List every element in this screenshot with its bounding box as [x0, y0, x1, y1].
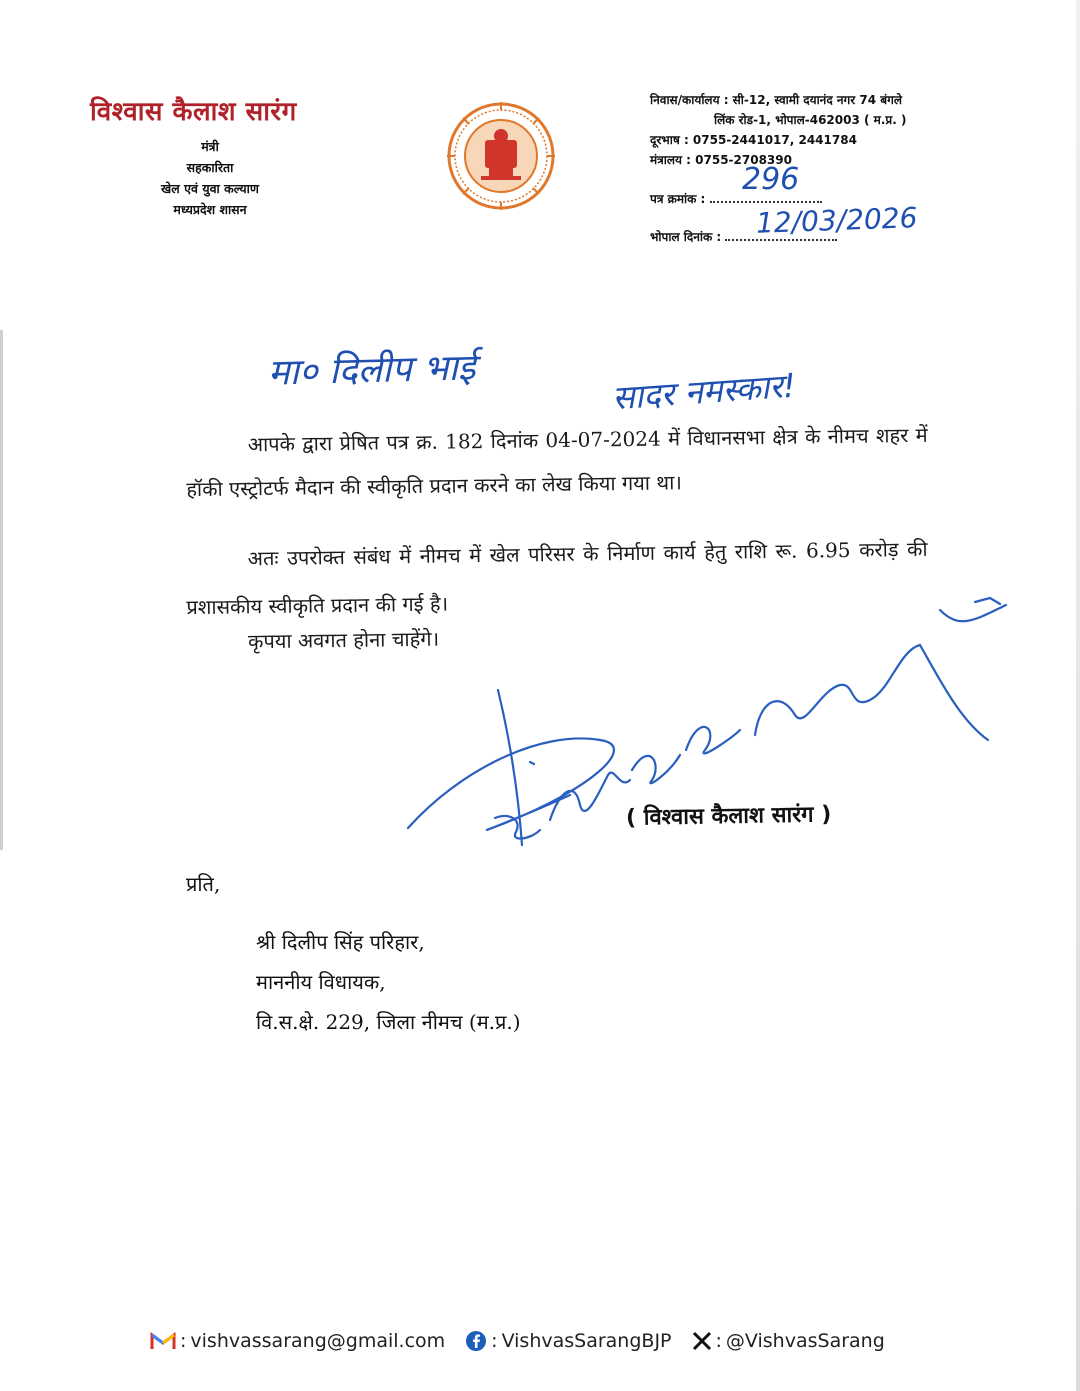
- page-edge-right: [1076, 0, 1080, 1391]
- signatory-name: ( विश्वास कैलाश सारंग ): [625, 802, 832, 831]
- recipient-line: श्री दिलीप सिंह परिहार,: [256, 930, 425, 954]
- facebook-icon: [465, 1330, 487, 1352]
- footer-facebook: : VishvasSarangBJP: [465, 1330, 671, 1352]
- sender-name: विश्वास कैलाश सारंग: [90, 97, 297, 127]
- designation-line: मंत्री: [201, 139, 219, 154]
- address-line: लिंक रोड-1, भोपाल-462003 ( म.प्र. ): [714, 113, 907, 127]
- recipient-address: [256, 922, 521, 1042]
- email-text: vishvassarang@gmail.com: [190, 1330, 446, 1352]
- recipient-heading: प्रति,: [186, 872, 221, 896]
- phone-line: दूरभाष : 0755-2441017, 2441784: [650, 133, 857, 147]
- handwritten-salutation: मा० दिलीप भाई: [267, 347, 476, 394]
- date-label: भोपाल दिनांक :: [650, 230, 722, 244]
- date-value: 12/03/2026: [755, 201, 918, 240]
- body-paragraph: अतः उपरोक्त संबंध में नीमच में खेल परिसर के निर्माण कार्य हेतु राशि रू. 6.95 करोड़ की प्रशासकीय स्वीकृति प्रदान की गई है।: [186, 536, 928, 620]
- designation-line: मध्यप्रदेश शासन: [173, 202, 247, 217]
- footer-email: : vishvassarang@gmail.com: [150, 1330, 445, 1352]
- recipient-line: वि.स.क्षे. 229, जिला नीमच (म.प्र.): [256, 1010, 521, 1034]
- body-paragraph: आपके द्वारा प्रेषित पत्र क्र. 182 दिनांक 04-07-2024 में विधानसभा क्षेत्र के नीमच शहर में हॉकी एस्ट्रोटर्फ मैदान की स्वीकृति प्रदान करने का लेख किया गया था।: [186, 422, 928, 502]
- sender-designation: [140, 136, 280, 220]
- footer-contacts: [150, 1330, 905, 1352]
- designation-line: खेल एवं युवा कल्याण: [161, 181, 259, 196]
- recipient-line: माननीय विधायक,: [256, 970, 386, 994]
- handwritten-greeting: सादर नमस्कार!: [610, 365, 798, 418]
- x-text: @VishvasSarang: [725, 1330, 885, 1352]
- page-edge-left: [0, 330, 3, 850]
- address-line: निवास/कार्यालय : सी-12, स्वामी दयानंद नगर 74 बंगले: [650, 93, 903, 107]
- body-paragraph: कृपया अवगत होना चाहेंगे।: [247, 626, 440, 654]
- state-emblem-icon: [445, 100, 557, 212]
- footer-x: : @VishvasSarang: [692, 1330, 885, 1352]
- x-icon: [692, 1331, 712, 1351]
- gmail-icon: [150, 1331, 176, 1351]
- letter-number-label: पत्र क्रमांक :: [650, 192, 706, 206]
- letter-number-value: 296: [742, 162, 800, 197]
- facebook-text: VishvasSarangBJP: [501, 1330, 672, 1352]
- ministry-phone-line: मंत्रालय : 0755-2708390: [650, 153, 792, 167]
- contact-block: [650, 90, 906, 170]
- designation-line: सहकारिता: [186, 160, 234, 175]
